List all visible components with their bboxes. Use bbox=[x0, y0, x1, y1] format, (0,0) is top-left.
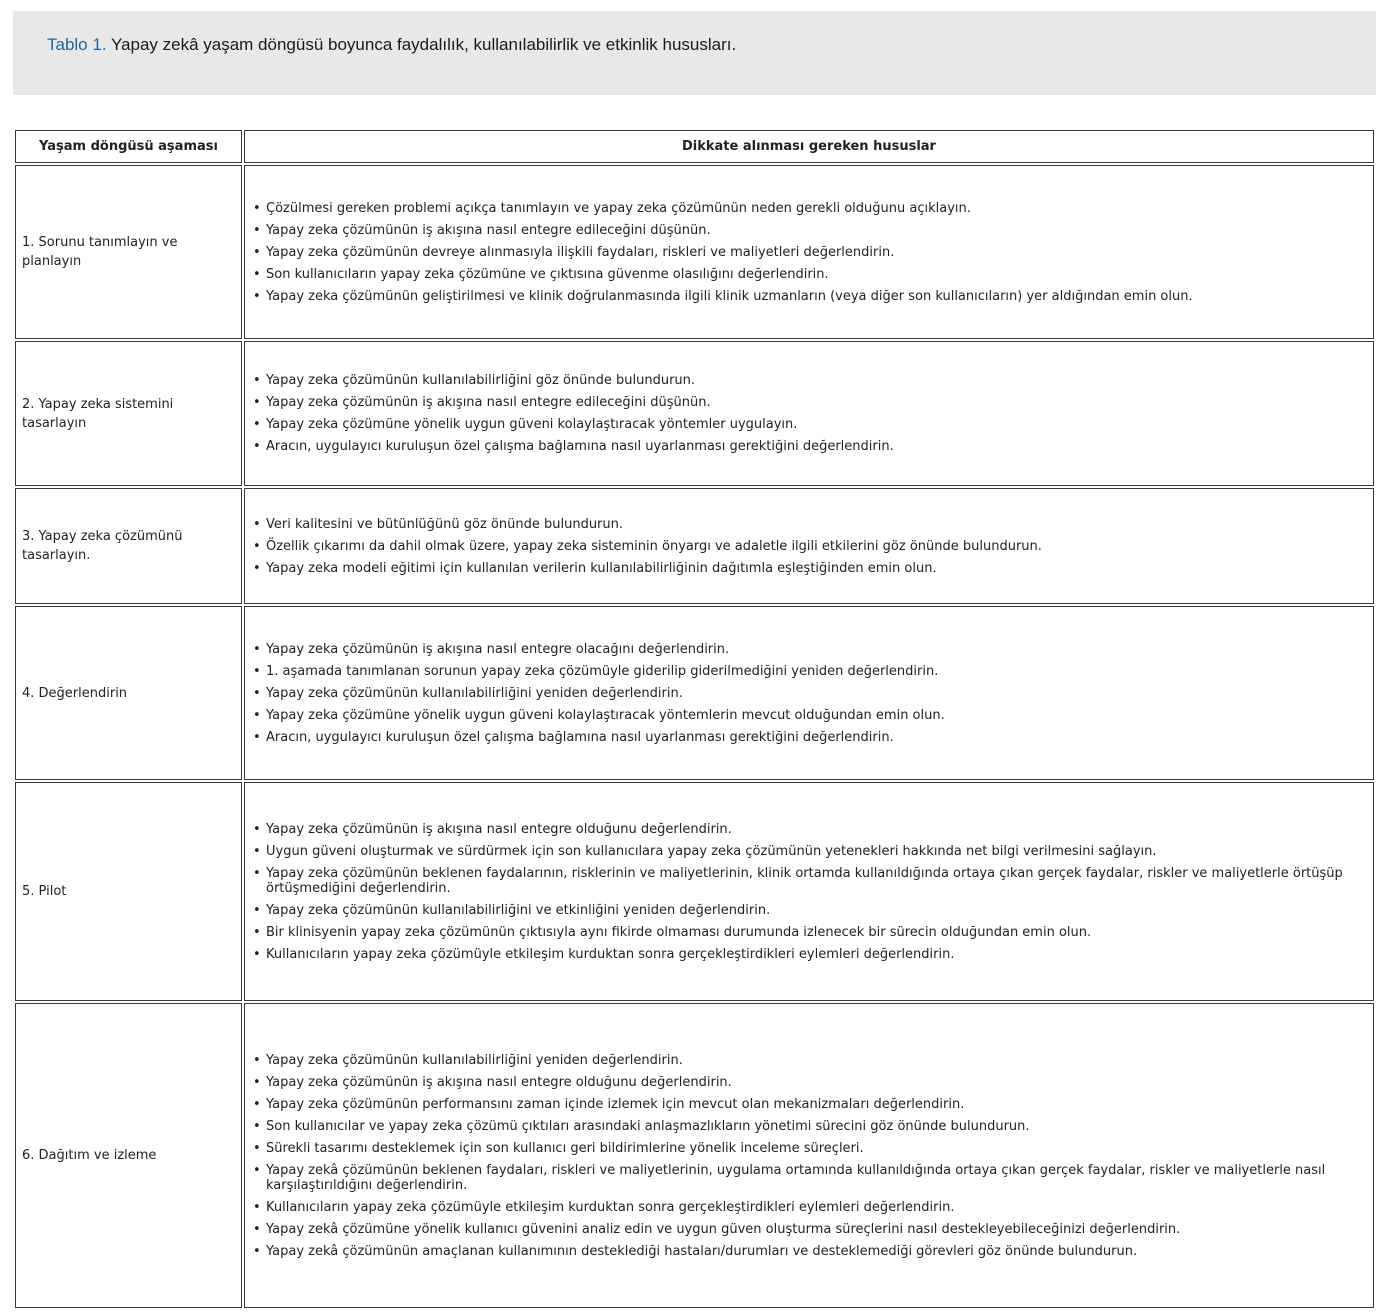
table-row bbox=[15, 341, 1374, 486]
table-header-row bbox=[15, 130, 1374, 163]
list-item: • Aracın, uygulayıcı kuruluşun özel çalışma bağlamına nasıl uyarlanması gerektiğini değerlendirin. bbox=[251, 439, 1363, 454]
list-item: • Yapay zeka çözümünün performansını zaman içinde izlemek için mevcut olan mekanizmaları değerlendirin. bbox=[251, 1097, 1363, 1112]
table-row bbox=[15, 165, 1374, 339]
considerations-list bbox=[251, 373, 1363, 454]
list-item: • Uygun güveni oluşturmak ve sürdürmek için son kullanıcılara yapay zeka çözümünün yetenekleri hakkında net bilgi verilmesini sağlayın. bbox=[251, 844, 1363, 859]
list-item: • Yapay zeka çözümüne yönelik uygun güveni kolaylaştıracak yöntemler uygulayın. bbox=[251, 417, 1363, 432]
list-item: • Kullanıcıların yapay zeka çözümüyle etkileşim kurduktan sonra gerçekleştirdikleri eylemleri değerlendirin. bbox=[251, 947, 1363, 962]
table-row bbox=[15, 606, 1374, 780]
list-item: • Veri kalitesini ve bütünlüğünü göz önünde bulundurun. bbox=[251, 517, 1363, 532]
list-item: • Son kullanıcılar ve yapay zeka çözümü çıktıları arasındaki anlaşmazlıkların yönetimi sürecini göz önünde bulundurun. bbox=[251, 1119, 1363, 1134]
list-item: • Yapay zeka çözümünün kullanılabilirliğini ve etkinliğini yeniden değerlendirin. bbox=[251, 903, 1363, 918]
list-item: • Yapay zeka çözümünün geliştirilmesi ve klinik doğrulanmasında ilgili klinik uzmanların (veya diğer son kullanıcıların) yer aldığından emin olun. bbox=[251, 289, 1363, 304]
list-item: • Yapay zeka çözümünün iş akışına nasıl entegre olacağını değerlendirin. bbox=[251, 642, 1363, 657]
list-item: • Sürekli tasarımı desteklemek için son kullanıcı geri bildirimlerine yönelik inceleme süreçleri. bbox=[251, 1141, 1363, 1156]
list-item: • Çözülmesi gereken problemi açıkça tanımlayın ve yapay zeka çözümünün neden gerekli olduğunu açıklayın. bbox=[251, 201, 1363, 216]
considerations-list bbox=[251, 517, 1363, 576]
table-caption bbox=[13, 11, 1376, 95]
list-item: • Yapay zeka çözümünün iş akışına nasıl entegre olduğunu değerlendirin. bbox=[251, 822, 1363, 837]
considerations-list bbox=[251, 201, 1363, 304]
list-item: • Yapay zeka çözümünün kullanılabilirliğini yeniden değerlendirin. bbox=[251, 686, 1363, 701]
list-item: • Yapay zekâ çözümünün beklenen faydaları, riskleri ve maliyetlerinin, uygulama ortamında kullanıldığında ortaya çıkan gerçek faydalar, riskler ve maliyetlerle nasıl karşılaştırıldığını değerlendirin. bbox=[251, 1163, 1363, 1193]
table-row bbox=[15, 488, 1374, 604]
list-item: • Yapay zeka çözümünün kullanılabilirliğini göz önünde bulundurun. bbox=[251, 373, 1363, 388]
list-item: • Yapay zekâ çözümüne yönelik kullanıcı güvenini analiz edin ve uygun güven oluşturma süreçlerini nasıl destekleyebileceğinizi değerlendirin. bbox=[251, 1222, 1363, 1237]
stage-cell: 6. Dağıtım ve izleme bbox=[15, 1003, 242, 1308]
list-item: • Son kullanıcıların yapay zeka çözümüne ve çıktısına güvenme olasılığını değerlendirin. bbox=[251, 267, 1363, 282]
considerations-cell bbox=[244, 165, 1374, 339]
list-item: • Yapay zeka çözümüne yönelik uygun güveni kolaylaştıracak yöntemlerin mevcut olduğundan emin olun. bbox=[251, 708, 1363, 723]
stage-cell: 1. Sorunu tanımlayın ve planlayın bbox=[15, 165, 242, 339]
list-item: • Yapay zeka çözümünün iş akışına nasıl entegre olduğunu değerlendirin. bbox=[251, 1075, 1363, 1090]
considerations-list bbox=[251, 822, 1363, 962]
stage-cell: 4. Değerlendirin bbox=[15, 606, 242, 780]
list-item: • Yapay zeka çözümünün iş akışına nasıl entegre edileceğini düşünün. bbox=[251, 223, 1363, 238]
considerations-list bbox=[251, 1053, 1363, 1259]
list-item: • Yapay zeka çözümünün kullanılabilirliğini yeniden değerlendirin. bbox=[251, 1053, 1363, 1068]
stage-cell: 3. Yapay zeka çözümünü tasarlayın. bbox=[15, 488, 242, 604]
list-item: • Yapay zeka modeli eğitimi için kullanılan verilerin kullanılabilirliğinin dağıtımla eşleştiğinden emin olun. bbox=[251, 561, 1363, 576]
considerations-cell bbox=[244, 488, 1374, 604]
stage-cell: 2. Yapay zeka sistemini tasarlayın bbox=[15, 341, 242, 486]
list-item: • 1. aşamada tanımlanan sorunun yapay zeka çözümüyle giderilip giderilmediğini yeniden değerlendirin. bbox=[251, 664, 1363, 679]
considerations-cell bbox=[244, 782, 1374, 1001]
list-item: • Özellik çıkarımı da dahil olmak üzere, yapay zeka sisteminin önyargı ve adaletle ilgili etkilerini göz önünde bulundurun. bbox=[251, 539, 1363, 554]
considerations-cell bbox=[244, 1003, 1374, 1308]
table-row bbox=[15, 782, 1374, 1001]
list-item: • Bir klinisyenin yapay zeka çözümünün çıktısıyla aynı fikirde olmaması durumunda izlenecek bir sürecin olduğundan emin olun. bbox=[251, 925, 1363, 940]
list-item: • Kullanıcıların yapay zeka çözümüyle etkileşim kurduktan sonra gerçekleştirdikleri eylemleri değerlendirin. bbox=[251, 1200, 1363, 1215]
header-stage: Yaşam döngüsü aşaması bbox=[15, 130, 242, 163]
list-item: • Yapay zeka çözümünün beklenen faydalarının, risklerinin ve maliyetlerinin, klinik ortamda kullanıldığında ortaya çıkan gerçek faydalar, riskler ve maliyetlerle örtüşüp örtüşmediğini değerlendirin. bbox=[251, 866, 1363, 896]
list-item: • Yapay zeka çözümünün devreye alınmasıyla ilişkili faydaları, riskleri ve maliyetleri değerlendirin. bbox=[251, 245, 1363, 260]
list-item: • Aracın, uygulayıcı kuruluşun özel çalışma bağlamına nasıl uyarlanması gerektiğini değerlendirin. bbox=[251, 730, 1363, 745]
lifecycle-table bbox=[13, 128, 1376, 1310]
list-item: • Yapay zeka çözümünün iş akışına nasıl entegre edileceğini düşünün. bbox=[251, 395, 1363, 410]
considerations-cell bbox=[244, 341, 1374, 486]
considerations-cell bbox=[244, 606, 1374, 780]
list-item: • Yapay zekâ çözümünün amaçlanan kullanımının desteklediği hastaları/durumları ve desteklemediği görevleri göz önünde bulundurun. bbox=[251, 1244, 1363, 1259]
caption-label: Tablo 1. bbox=[47, 35, 107, 54]
considerations-list bbox=[251, 642, 1363, 745]
stage-cell: 5. Pilot bbox=[15, 782, 242, 1001]
caption-text: Yapay zekâ yaşam döngüsü boyunca faydalılık, kullanılabilirlik ve etkinlik hususları. bbox=[106, 35, 737, 54]
table-row bbox=[15, 1003, 1374, 1308]
header-considerations: Dikkate alınması gereken hususlar bbox=[244, 130, 1374, 163]
